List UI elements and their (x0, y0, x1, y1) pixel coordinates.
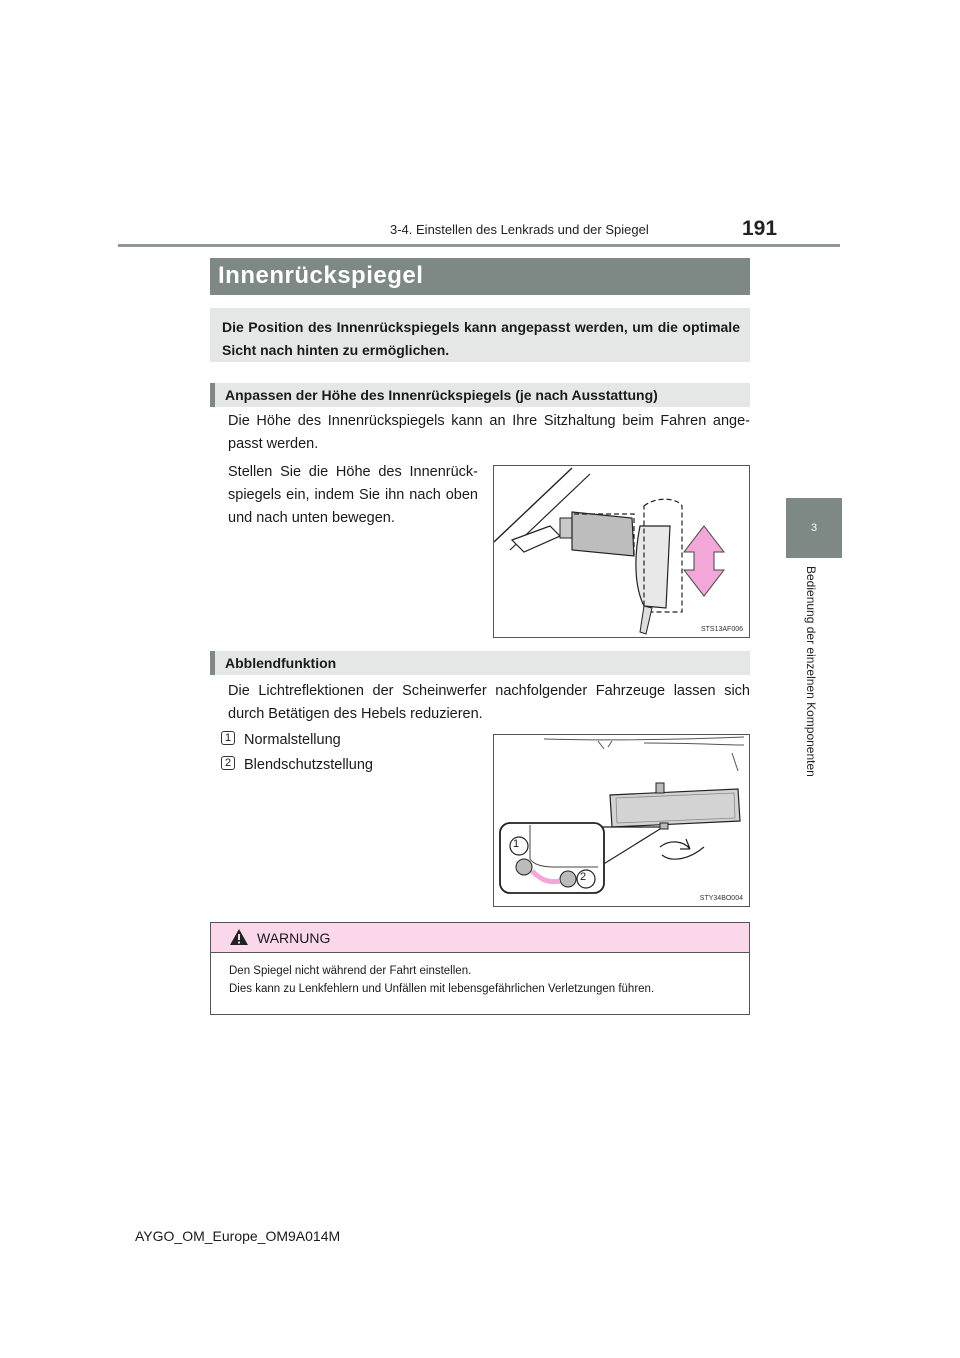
item-label-normal: Normalstellung (244, 732, 341, 748)
figure-code: STY34BO004 (699, 895, 743, 902)
item-number-2: 2 (221, 756, 235, 770)
page-title-bar (210, 258, 750, 295)
chapter-tab (786, 498, 842, 558)
header-divider (118, 244, 840, 247)
section-heading-text: Anpassen der Höhe des Innenrückspiegels (je nach Ausstattung) (225, 387, 658, 403)
mirror-height-figure (493, 465, 750, 638)
callout-number-2: 2 (580, 871, 587, 883)
intro-text: Die Position des Innenrückspiegels kann angepasst werden, um die optimale Sicht nach hinten zu ermöglichen. (222, 319, 740, 358)
height-paragraph: Die Höhe des Innenrückspiegels kann an Ihre Sitzhaltung beim Fahren ange-passt werden. (228, 413, 750, 452)
warning-line-2: Dies kann zu Lenkfehlern und Unfällen mit lebensgefährlichen Verletzungen führen. (229, 983, 655, 995)
warning-line-1: Den Spiegel nicht während der Fahrt einstellen. (229, 965, 472, 977)
section-heading-text: Abblendfunktion (225, 655, 337, 671)
callout-number-1: 1 (513, 838, 520, 850)
page-title: Innenrückspiegel (218, 262, 424, 289)
mirror-height-illustration (494, 466, 749, 637)
intro-box (210, 308, 750, 362)
chapter-number: 3 (810, 522, 818, 534)
footer-code: AYGO_OM_Europe_OM9A014M (135, 1228, 341, 1244)
page-number: 191 (742, 217, 778, 240)
warning-header (211, 923, 749, 953)
running-header: 3-4. Einstellen des Lenkrads und der Spiegel (390, 222, 649, 237)
chapter-label: Bedienung der einzelnen Komponenten (804, 566, 818, 777)
warning-title: WARNUNG (257, 930, 331, 946)
dimming-paragraph: Die Lichtreflektionen der Scheinwerfer nachfolgender Fahrzeuge lassen sich durch Betätigen des Hebels reduzieren. (228, 683, 750, 722)
dimming-figure (493, 734, 750, 907)
dimming-illustration (494, 735, 749, 906)
section-heading-height (210, 383, 750, 407)
height-instruction: Stellen Sie die Höhe des Innenrück-spiegels ein, indem Sie ihn nach oben und nach unten bewegen. (228, 464, 478, 526)
figure-code: STS13AF006 (700, 626, 743, 633)
item-number-1: 1 (221, 731, 235, 745)
warning-icon (229, 928, 249, 946)
warning-box (210, 922, 750, 1015)
section-heading-dimming (210, 651, 750, 675)
item-label-antiglare: Blendschutzstellung (244, 757, 373, 773)
